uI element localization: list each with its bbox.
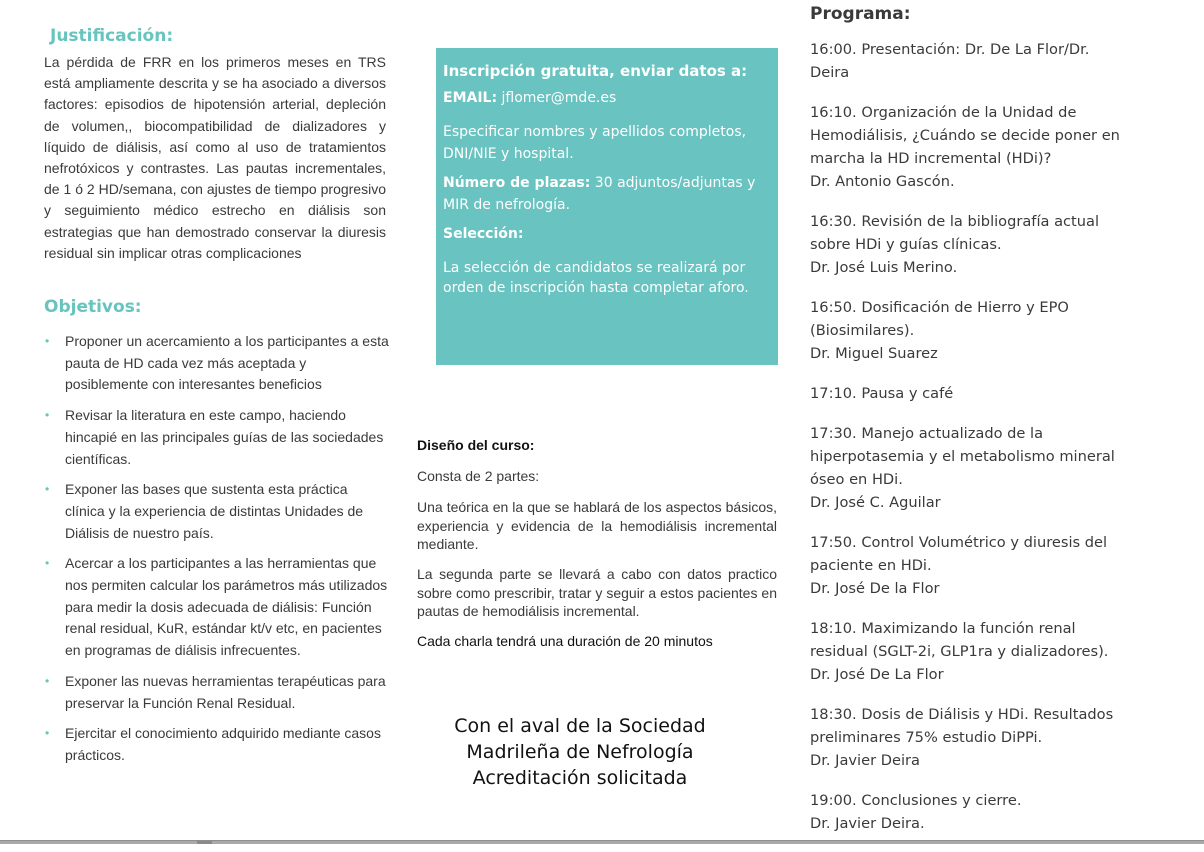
programa-item: 17:30. Manejo actualizado de la hiperpotasemia y el metabolismo mineral óseo en HDi. Dr. José C. Aguilar	[810, 425, 1115, 511]
seleccion-text: La selección de candidatos se realizará por orden de inscripción hasta completar aforo.	[443, 260, 749, 296]
diseno-p4: Cada charla tendrá una duración de 20 minutos	[417, 633, 713, 649]
aval-line: Con el aval de la Sociedad	[454, 715, 706, 737]
objetivo-text: Exponer las bases que sustenta esta práctica clínica y la experiencia de distintas Unidades de Diálisis de nuestro país.	[65, 481, 364, 541]
diseno-title: Diseño del curso:	[417, 437, 535, 453]
email-label: EMAIL:	[443, 90, 498, 106]
objetivo-item	[44, 723, 389, 766]
bullet-icon: •	[45, 334, 50, 348]
objetivo-text: Revisar la literatura en este campo, haciendo hincapié en las principales guías de las sociedades científicas.	[65, 407, 384, 467]
programa-item: 18:30. Dosis de Diálisis y HDi. Resultados preliminares 75% estudio DiPPi. Dr. Javier Deira	[810, 706, 1114, 769]
objetivo-text: Proponer un acercamiento a los participantes a esta pauta de HD cada vez más aceptada y posiblemente con interesantes beneficios	[65, 333, 389, 393]
justificacion-text: La pérdida de FRR en los primeros meses en TRS está ampliamente descrita y se ha asociado a diversos factores: episodios de hipotensión arterial, depleción de volumen,, biocompatibilidad de dializadores y líquido de diálisis, así como al uso de tratamientos nefrotóxicos y contrastes. Las pautas incrementales, de 1 ó 2 HD/semana, con ajustes de tiempo progresivo y seguimiento médico estrecho en diálisis son estrategias que han demostrado conservar la diuresis residual sin implicar otras complicaciones	[44, 54, 386, 261]
objetivo-item	[44, 553, 389, 662]
plazas-line	[443, 172, 777, 216]
diseno-p3: La segunda parte se llevará a cabo con datos practico sobre como prescribir, tratar y seguir a estos pacientes en pautas de hemodiálisis incremental.	[417, 566, 777, 619]
aval-line: Acreditación solicitada	[472, 767, 688, 789]
programa-item: 16:00. Presentación: Dr. De La Flor/Dr. Deira	[810, 41, 1090, 81]
aval-line: Madrileña de Nefrología	[466, 741, 694, 763]
objetivo-item	[44, 331, 389, 396]
bullet-icon: •	[45, 726, 50, 741]
diseno-p2: Una teórica en la que se hablará de los aspectos básicos, experiencia y evidencia de la hemodiálisis incremental mediante.	[417, 499, 777, 552]
programa-item: 16:30. Revisión de la bibliografía actual sobre HDi y guías clínicas. Dr. José Luis Merino.	[810, 213, 1100, 276]
bullet-icon: •	[45, 482, 50, 497]
inscripcion-box	[436, 48, 778, 365]
objetivo-item	[44, 671, 389, 714]
programa-item: 19:00. Conclusiones y cierre. Dr. Javier Deira.	[810, 792, 1022, 832]
objetivo-text: Acercar a los participantes a las herramientas que nos permiten calcular los parámetros más utilizados para medir la dosis adecuada de diálisis: Función renal residual, KuR, estándar kt/v etc, en pacientes en programas de diálisis infrecuentes.	[65, 555, 388, 659]
inscripcion-title: Inscripción gratuita, enviar datos a:	[443, 62, 748, 80]
objetivos-heading: Objetivos:	[44, 297, 142, 317]
email-link[interactable]: jflomer@mde.es	[497, 90, 617, 106]
programa-item: 17:10. Pausa y café	[810, 385, 954, 402]
bullet-icon: •	[45, 556, 50, 571]
seleccion-title: Selección:	[443, 226, 524, 242]
programa-item: 16:50. Dosificación de Hierro y EPO (Biosimilares). Dr. Miguel Suarez	[810, 299, 1069, 362]
programa-item: 16:10. Organización de la Unidad de Hemodiálisis, ¿Cuándo se decide poner en marcha la HD incremental (HDi)? Dr. Antonio Gascón.	[810, 104, 1120, 190]
programa-list	[810, 38, 1190, 852]
diseno-p1: Consta de 2 partes:	[417, 468, 540, 484]
bullet-icon: •	[45, 673, 50, 688]
page-bottom-edge	[0, 840, 1204, 844]
programa-title: Programa:	[810, 4, 911, 24]
aval-block	[420, 713, 740, 791]
objetivo-item	[44, 479, 389, 544]
objetivo-text: Exponer las nuevas herramientas terapéuticas para preservar la Función Renal Residual.	[65, 672, 386, 711]
objetivos-list	[44, 331, 389, 776]
objetivo-text: Ejercitar el conocimiento adquirido mediante casos prácticos.	[65, 725, 381, 763]
bullet-icon: •	[45, 408, 50, 423]
programa-item: 18:10. Maximizando la función renal residual (SGLT-2i, GLP1ra y dializadores). Dr. José De La Flor	[810, 620, 1109, 683]
plazas-label: Número de plazas:	[443, 175, 591, 191]
objetivo-item	[44, 405, 389, 470]
justificacion-heading: Justificación:	[50, 26, 174, 46]
plazas-value: 30 adjuntos/adjuntas y MIR de nefrología.	[443, 175, 756, 213]
email-line	[443, 90, 616, 106]
inscripcion-specify: Especificar nombres y apellidos completos, DNI/NIE y hospital.	[443, 124, 747, 162]
programa-item: 17:50. Control Volumétrico y diuresis del paciente en HDi. Dr. José De la Flor	[810, 534, 1108, 597]
